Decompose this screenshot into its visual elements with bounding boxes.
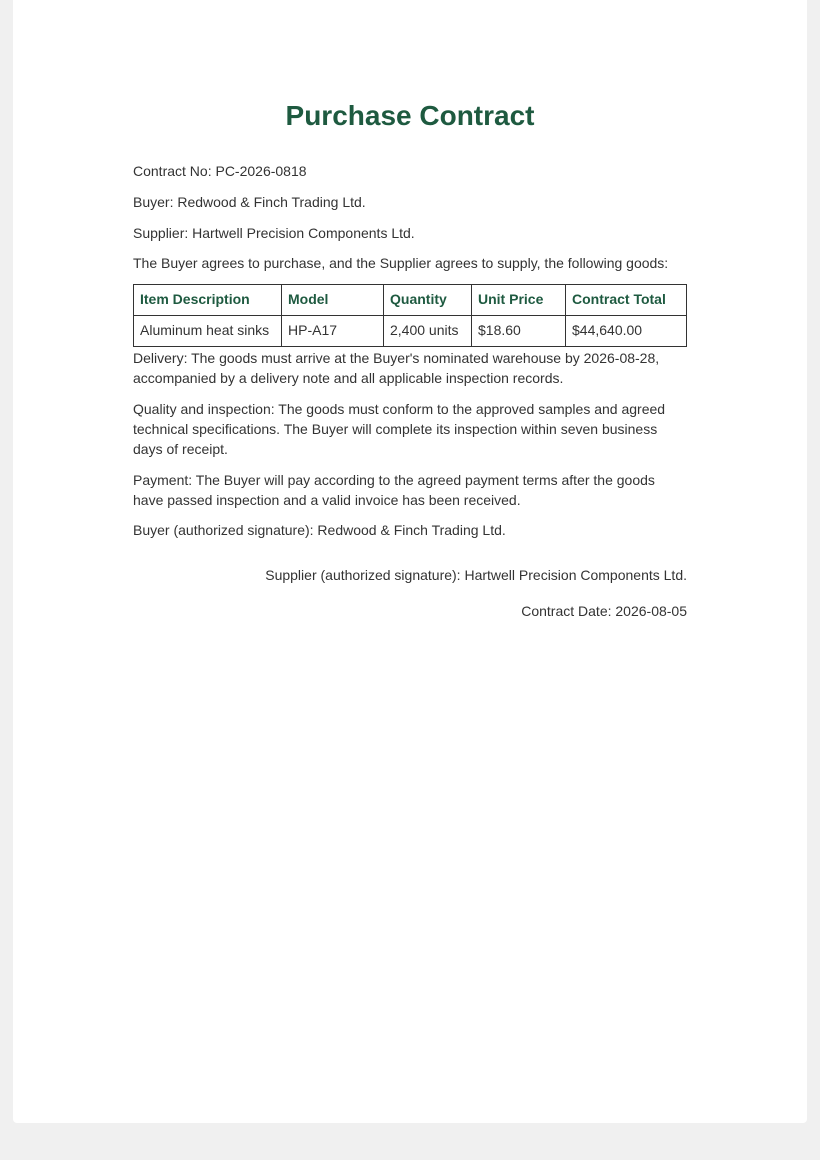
header-quantity: Quantity: [384, 285, 472, 316]
contract-date: Contract Date: 2026-08-05: [521, 603, 687, 619]
header-contract-total: Contract Total: [566, 285, 687, 316]
contract-number: Contract No: PC-2026-0818: [133, 163, 307, 179]
contract-body: [133, 99, 687, 621]
delivery-clause: Delivery: The goods must arrive at the Buyer's nominated warehouse by 2026-08-28, accompanied by a delivery note and all applicable inspection records.: [133, 350, 660, 386]
cell-contract-total: $44,640.00: [566, 316, 687, 347]
header-model: Model: [282, 285, 384, 316]
supplier-signature: Supplier (authorized signature): Hartwell Precision Components Ltd.: [265, 567, 687, 583]
cell-unit-price: $18.60: [472, 316, 566, 347]
cell-item-description: Aluminum heat sinks: [134, 316, 282, 347]
quality-clause: Quality and inspection: The goods must conform to the approved samples and agreed technical specifications. The Buyer will complete its inspection within seven business days of receipt.: [133, 401, 666, 457]
document-sheet: [13, 0, 807, 1123]
intro-statement: The Buyer agrees to purchase, and the Supplier agrees to supply, the following goods:: [133, 255, 669, 271]
page-title: Purchase Contract: [285, 100, 535, 131]
header-unit-price: Unit Price: [472, 285, 566, 316]
buyer-line: Buyer: Redwood & Finch Trading Ltd.: [133, 194, 366, 210]
cell-quantity: 2,400 units: [384, 316, 472, 347]
table-row: [134, 316, 687, 347]
supplier-line: Supplier: Hartwell Precision Components Ltd.: [133, 225, 415, 241]
cell-model: HP-A17: [282, 316, 384, 347]
table-header-row: [134, 285, 687, 316]
goods-table: [133, 284, 687, 347]
buyer-signature: Buyer (authorized signature): Redwood & Finch Trading Ltd.: [133, 522, 506, 538]
payment-clause: Payment: The Buyer will pay according to the agreed payment terms after the goods have passed inspection and a valid invoice has been received.: [133, 472, 655, 508]
header-item-description: Item Description: [134, 285, 282, 316]
